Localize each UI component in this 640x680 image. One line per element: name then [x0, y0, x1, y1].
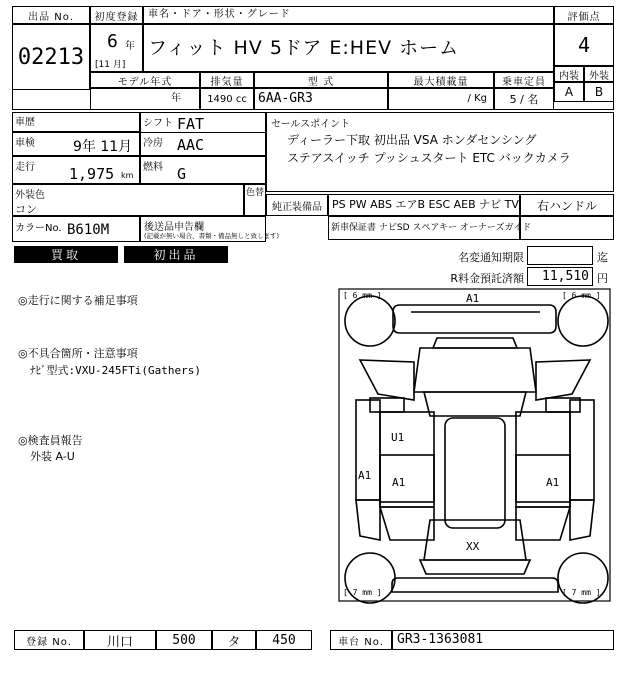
model-year-value: 年 [90, 88, 200, 110]
displacement-value: 1490 cc [200, 88, 254, 110]
color-no-value: B610M [67, 222, 110, 238]
tire-front-right [558, 296, 608, 346]
mark-front-bumper: A1 [466, 292, 480, 305]
tire-fl-value: 6 [352, 291, 358, 300]
tire-fr-value: 6 [571, 291, 577, 300]
mileage-label: 走行 [15, 162, 35, 173]
equipment-items: PS PW ABS エアB ESC AEB ナビ TV [328, 194, 520, 216]
steering-value: 右ハンドル [520, 194, 614, 216]
reg-kana: タ [212, 630, 256, 650]
first-listing-badge: 初出品 [124, 246, 228, 263]
shift-label: シフト [143, 118, 173, 129]
first-reg-month: [11 月] [95, 60, 126, 70]
postal-note: (記載が無い場合、書類・備品無しと致します) [144, 232, 280, 240]
exterior-label: 外装 [584, 66, 614, 82]
ac-label: 冷房 [143, 138, 163, 149]
recycle-label: R料金預託済額 [450, 272, 524, 285]
tire-rl-label: [ 7 mm ] [343, 588, 382, 597]
interior-label: 内装 [554, 66, 584, 82]
mileage-unit: km [121, 171, 134, 180]
equipment-label: 純正装備品 [266, 194, 328, 216]
rear-bumper [392, 578, 558, 592]
model-year-label: モデル年式 [90, 72, 200, 88]
inspection-value: 9年 11月 [73, 139, 133, 155]
tire-fl-label: [ 6 mm ] [343, 291, 382, 300]
right-pillar [570, 400, 594, 500]
chassis-number: GR3-1363081 [392, 630, 614, 650]
car-name-label: 車名・ドア・形状・グレード [143, 6, 554, 24]
capacity-label: 乗車定員 [494, 72, 554, 88]
lot-number: 02213 [12, 24, 90, 90]
name-change-label: 名変通知期限 [458, 251, 524, 264]
front-bumper [393, 305, 556, 333]
type-label: 型 式 [254, 72, 388, 88]
mark-roof: U1 [391, 431, 405, 444]
sales-points-line1: ディーラー下取 初出品 VSA ホンダセンシング [287, 133, 537, 147]
defect-line: ﾅﾋﾞ型式:VXU-245FTi(Gathers) [30, 364, 201, 377]
postal-label: 後送品申告欄 [144, 222, 204, 233]
left-front-door [380, 412, 434, 502]
mark-left-fender: A1 [358, 469, 372, 482]
type-value: 6AA-GR3 [254, 88, 388, 110]
car-name: フィット HV 5ドア E:HEV ホーム [143, 24, 554, 72]
recycle-value: 11,510 [527, 267, 593, 286]
interior-grade: A [554, 82, 584, 102]
tire-front-left [345, 296, 395, 346]
shift-value: FAT [177, 115, 205, 133]
name-change-unit: 迄 [597, 251, 608, 264]
tire-rl-value: 7 [352, 588, 358, 597]
mark-right-front-door: A1 [546, 476, 560, 489]
inspection-label: 車検 [15, 138, 35, 149]
score-label: 評価点 [554, 6, 614, 24]
color-no-label: カラーNo. [15, 223, 62, 234]
defects-title: ◎不具合箇所・注意事項 [18, 347, 138, 360]
exterior-grade: B [584, 82, 614, 102]
hood [414, 348, 536, 392]
first-reg-year: 6 [107, 31, 118, 52]
first-reg-label: 初度登録 [90, 6, 143, 24]
driving-notes-title: ◎走行に関する補足事項 [18, 294, 138, 307]
right-rear-door [516, 507, 570, 540]
left-front-fender [360, 360, 414, 400]
history-label: 車歴 [12, 112, 140, 132]
fuel-value: G [177, 165, 187, 183]
tire-rr-label: [ 7 mm ] [562, 588, 601, 597]
tire-rr-value: 7 [571, 588, 577, 597]
sales-points-label: セールスポイント [271, 119, 351, 130]
purchase-badge: 買取 [14, 246, 118, 263]
left-rear-door [380, 507, 434, 540]
mileage-value: 1,975 [69, 165, 115, 183]
left-pillar [356, 400, 380, 500]
fuel-label: 燃料 [143, 162, 163, 173]
chassis-label: 車台 No. [330, 630, 392, 650]
roof [445, 418, 505, 528]
ext-color-label: 外装色 [15, 190, 45, 201]
year-unit: 年 [125, 41, 135, 52]
color-change-label: 色替 [244, 184, 266, 216]
new-car-label: 新車保証書 [331, 223, 377, 233]
reg-number: 450 [256, 630, 312, 650]
inspector-line: 外装 A-U [30, 450, 75, 463]
displacement-label: 排気量 [200, 72, 254, 88]
capacity-value: 5 / 名 [494, 88, 554, 110]
tire-fr-label: [ 6 mm ] [562, 291, 601, 300]
mark-left-front-door: A1 [392, 476, 406, 489]
reg-class: 500 [156, 630, 212, 650]
lot-label: 出品 No. [12, 6, 90, 24]
max-load-value: / Kg [388, 88, 494, 110]
score-value: 4 [554, 24, 614, 66]
reg-label: 登録 No. [14, 630, 84, 650]
mark-rear-window: XX [466, 540, 480, 553]
max-load-label: 最大積載量 [388, 72, 494, 88]
windshield [424, 392, 526, 416]
right-front-door [516, 412, 570, 502]
recycle-unit: 円 [597, 272, 608, 285]
sales-points-line2: ステアスイッチ プッシュスタート ETC バックカメラ [287, 151, 571, 165]
right-front-fender [536, 360, 590, 400]
inspector-title: ◎検査員報告 [18, 434, 83, 447]
ext-color-value: コン [15, 203, 37, 216]
ac-value: AAC [177, 136, 205, 154]
new-car-items: ナビSD スペアキー オーナーズガイド [378, 223, 532, 233]
reg-region: 川口 [84, 630, 156, 650]
